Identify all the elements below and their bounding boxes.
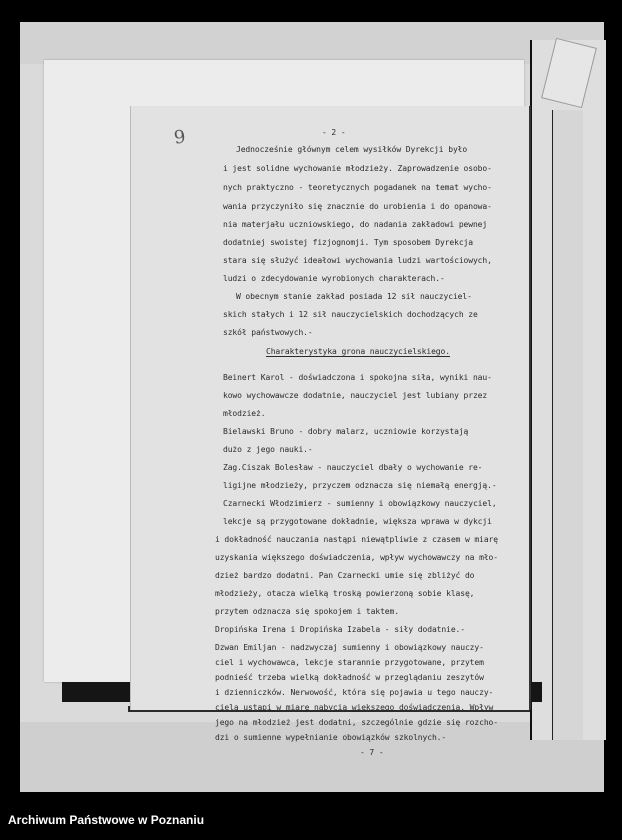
text-line: Dzwan Emiljan - nadzwyczaj sumienny i obowiązkowy nauczy- [215,643,484,652]
typewritten-page [130,106,531,710]
text-line: Zag.Ciszak Bolesław - nauczyciel dbały o wychowanie re- [223,463,483,472]
text-line: lekcje są przygotowane dokładnie, większa wprawa w dykcji [223,517,492,526]
text-line: Beinert Karol - doświadczona i spokojna siła, wyniki nau- [223,373,492,382]
text-line: ciel i wychowawca, lekcje starannie przygotowane, przytem [215,658,484,667]
text-line: młodzieży, otacza wielką troską powierzoną sobie klasę, [215,589,475,598]
text-line: podnieść trzeba wielką dokładność w przeglądaniu zeszytów [215,673,484,682]
text-line: ligijne młodzieży, przyczem odznacza się niemałą energją.- [223,481,497,490]
text-line: skich stałych i 12 sił nauczycielskich dochodzących ze [223,310,478,319]
text-line: stara się służyć ideałowi wychowania ludzi wartościowych, [223,256,492,265]
handwritten-page-number: 9 [172,126,187,149]
text-line: nia materjału uczniowskiego, do nadania zakładowi pewnej [223,220,488,229]
text-line: i dokładność nauczania nastąpi niewątpliwie z czasem w miarę [215,535,498,544]
text-line: Dropińska Irena i Dropińska Izabela - siły dodatnie.- [215,625,465,634]
text-line: i jest solidne wychowanie młodzieży. Zaprowadzenie osobo- [223,164,492,173]
text-line: uzyskania większego doświadczenia, wpływ wychowawczy na mło- [215,553,498,562]
text-line: przytem odznacza się spokojem i taktem. [215,607,399,616]
text-line: dzież bardzo dodatni. Pan Czarnecki umie się zbliżyć do [215,571,475,580]
text-line: jego na młodzież jest dodatni, szczególnie gdzie się rozcho- [215,718,498,727]
text-line: nych praktyczno - teoretycznych pogadanek na temat wycho- [223,183,492,192]
text-line: szkół państwowych.- [223,328,313,337]
text-line: ciela ustąpi w miarę nabycia większego doświadczenia. Wpływ [215,703,494,712]
text-line: W obecnym stanie zakład posiada 12 sił nauczyciel- [236,292,472,301]
page-header: - 2 - [322,128,346,137]
text-line: dodatniej swoistej fizjognomji. Tym sposobem Dyrekcja [223,238,473,247]
right-binding-strip [530,40,606,740]
text-line: młodzież. [223,409,266,418]
section-heading: Charakterystyka grona nauczycielskiego. [266,347,450,356]
archive-footer-label: Archiwum Państwowe w Poznaniu [8,813,205,827]
right-strip-inner [552,110,583,740]
text-line: Czarnecki Włodzimierz - sumienny i obowiązkowy nauczyciel, [223,499,497,508]
text-line: ludzi o zdecydowanie wyrobionych charakterach.- [223,274,445,283]
text-line: dzi o sumienne wypełnianie obowiązków szkolnych.- [215,733,447,742]
text-line: kowo wychowawcze dodatnie, nauczyciel jest lubiany przez [223,391,488,400]
text-line: Bielawski Bruno - dobry malarz, uczniowie korzystają [223,427,469,436]
page-footer-number: - 7 - [360,748,384,757]
text-line: Jednocześnie głównym celem wysiłków Dyrekcji było [236,145,468,154]
text-line: wania przyczyniło się znacznie do urobienia i do opanowa- [223,202,492,211]
text-line: dużo z jego nauki.- [223,445,313,454]
text-line: i dzienniczków. Nerwowość, która się pojawia u tego nauczy- [215,688,494,697]
backboard-top-band [20,22,604,64]
